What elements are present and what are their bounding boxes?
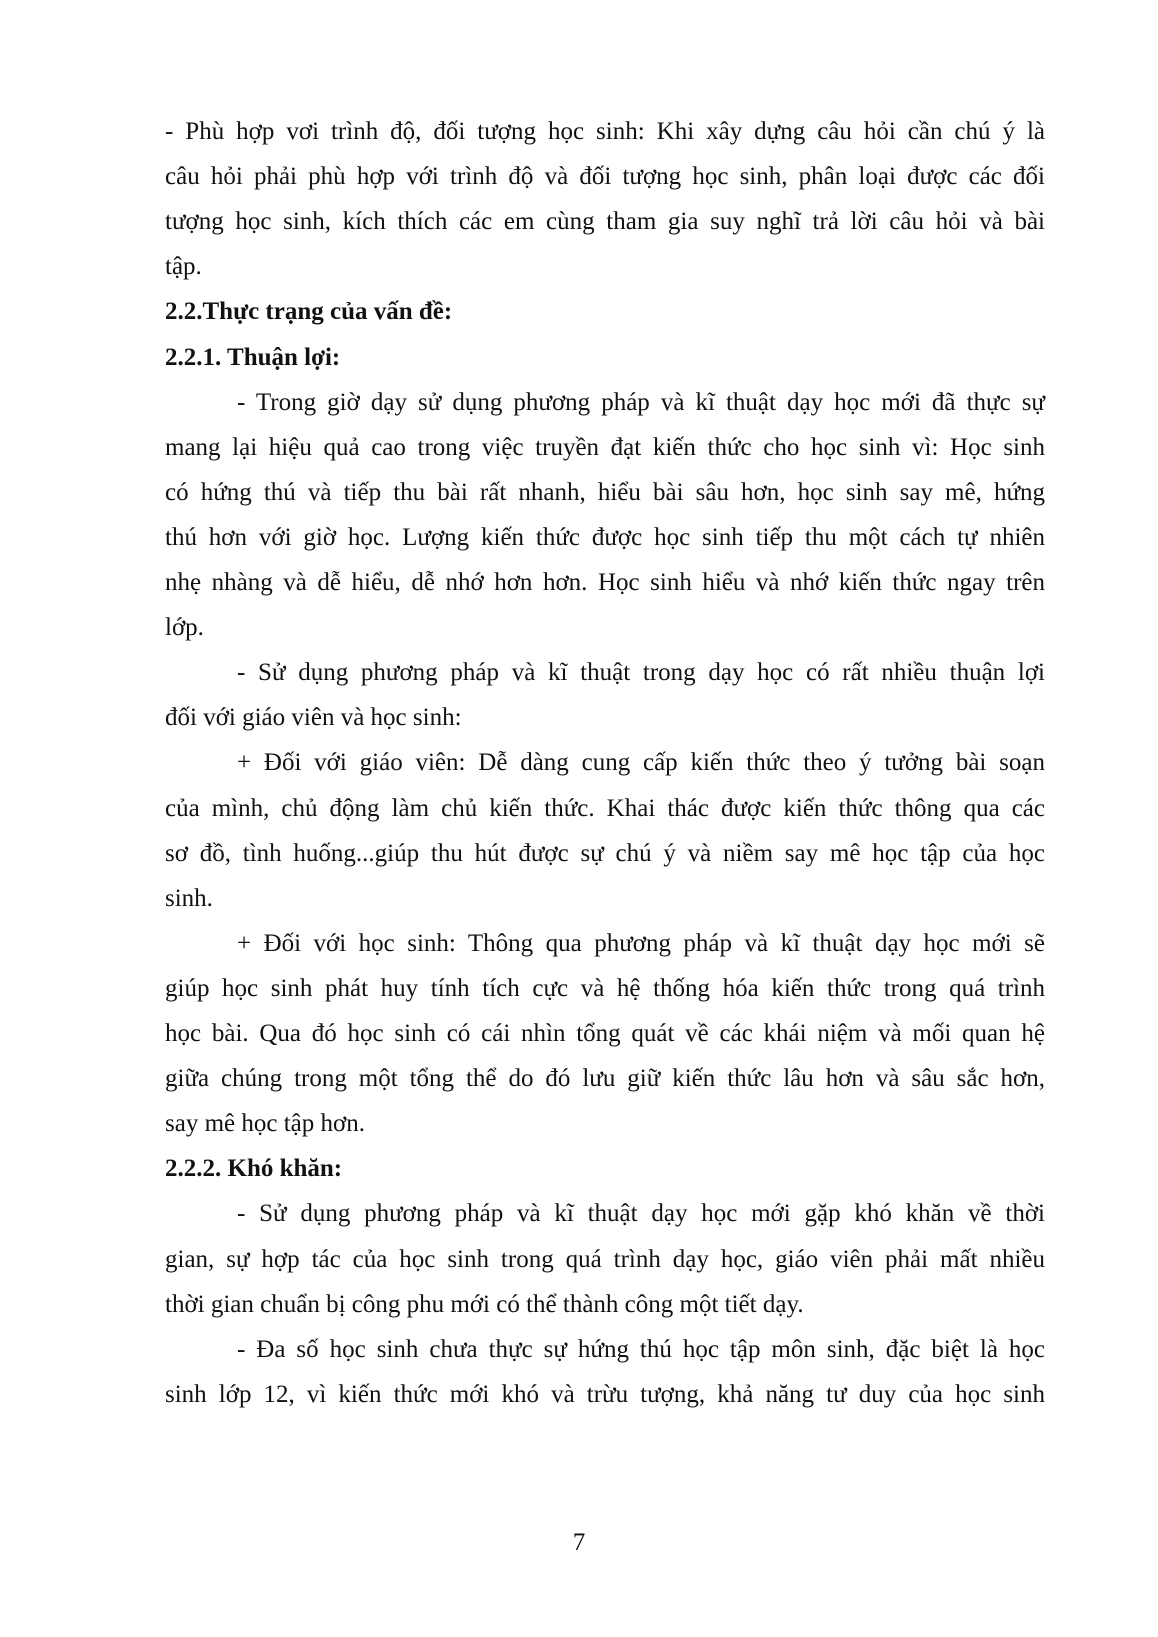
text-line: có hứng thú và tiếp thu bài rất nhanh, hiểu bài sâu hơn, học sinh say mê, hứng [165, 479, 1045, 506]
text-line: thời gian chuẩn bị công phu mới có thể thành công một tiết dạy. [165, 1291, 804, 1318]
text-line: nhẹ nhàng và dễ hiểu, dễ nhớ hơn hơn. Học sinh hiểu và nhớ kiến thức ngay trên [165, 569, 1045, 596]
text-line: + Đối với học sinh: Thông qua phương pháp và kĩ thuật dạy học mới sẽ [237, 930, 1045, 957]
text-line: tượng học sinh, kích thích các em cùng tham gia suy nghĩ trả lời câu hỏi và bài [165, 208, 1045, 235]
text-line: - Phù hợp vơi trình độ, đối tượng học sinh: Khi xây dựng câu hỏi cần chú ý là [165, 118, 1045, 145]
page-number: 7 [572, 1529, 586, 1556]
text-line: thú hơn với giờ học. Lượng kiến thức được học sinh tiếp thu một cách tự nhiên [165, 524, 1045, 551]
text-line: mang lại hiệu quả cao trong việc truyền đạt kiến thức cho học sinh vì: Học sinh [165, 434, 1045, 461]
text-line: tập. [165, 253, 202, 280]
text-line: câu hỏi phải phù hợp với trình độ và đối tượng học sinh, phân loại được các đối [165, 163, 1045, 190]
text-line: giúp học sinh phát huy tính tích cực và hệ thống hóa kiến thức trong quá trình [165, 975, 1045, 1002]
text-line: đối với giáo viên và học sinh: [165, 704, 462, 731]
text-line: say mê học tập hơn. [165, 1110, 365, 1137]
text-line: - Sử dụng phương pháp và kĩ thuật dạy học mới gặp khó khăn về thời [237, 1200, 1045, 1227]
text-line: gian, sự hợp tác của học sinh trong quá trình dạy học, giáo viên phải mất nhiều [165, 1246, 1045, 1273]
text-line: học bài. Qua đó học sinh có cái nhìn tổng quát về các khái niệm và mối quan hệ [165, 1020, 1045, 1047]
text-line: sinh lớp 12, vì kiến thức mới khó và trừu tượng, khả năng tư duy của học sinh [165, 1381, 1045, 1408]
text-line: - Trong giờ dạy sử dụng phương pháp và kĩ thuật dạy học mới đã thực sự [237, 389, 1045, 416]
text-line: lớp. [165, 614, 204, 641]
text-line: + Đối với giáo viên: Dễ dàng cung cấp kiến thức theo ý tưởng bài soạn [237, 749, 1045, 776]
text-line: của mình, chủ động làm chủ kiến thức. Khai thác được kiến thức thông qua các [165, 795, 1045, 822]
text-line: - Đa số học sinh chưa thực sự hứng thú học tập môn sinh, đặc biệt là học [237, 1336, 1045, 1363]
section-heading: 2.2.Thực trạng của vấn đề: [165, 298, 453, 325]
text-line: - Sử dụng phương pháp và kĩ thuật trong dạy học có rất nhiều thuận lợi [237, 659, 1045, 686]
text-line: giữa chúng trong một tổng thể do đó lưu giữ kiến thức lâu hơn và sâu sắc hơn, [165, 1065, 1045, 1092]
text-line: sơ đồ, tình huống...giúp thu hút được sự chú ý và niềm say mê học tập của học [165, 840, 1045, 867]
text-line: sinh. [165, 885, 213, 912]
section-heading: 2.2.1. Thuận lợi: [165, 344, 341, 371]
section-heading: 2.2.2. Khó khăn: [165, 1155, 343, 1182]
